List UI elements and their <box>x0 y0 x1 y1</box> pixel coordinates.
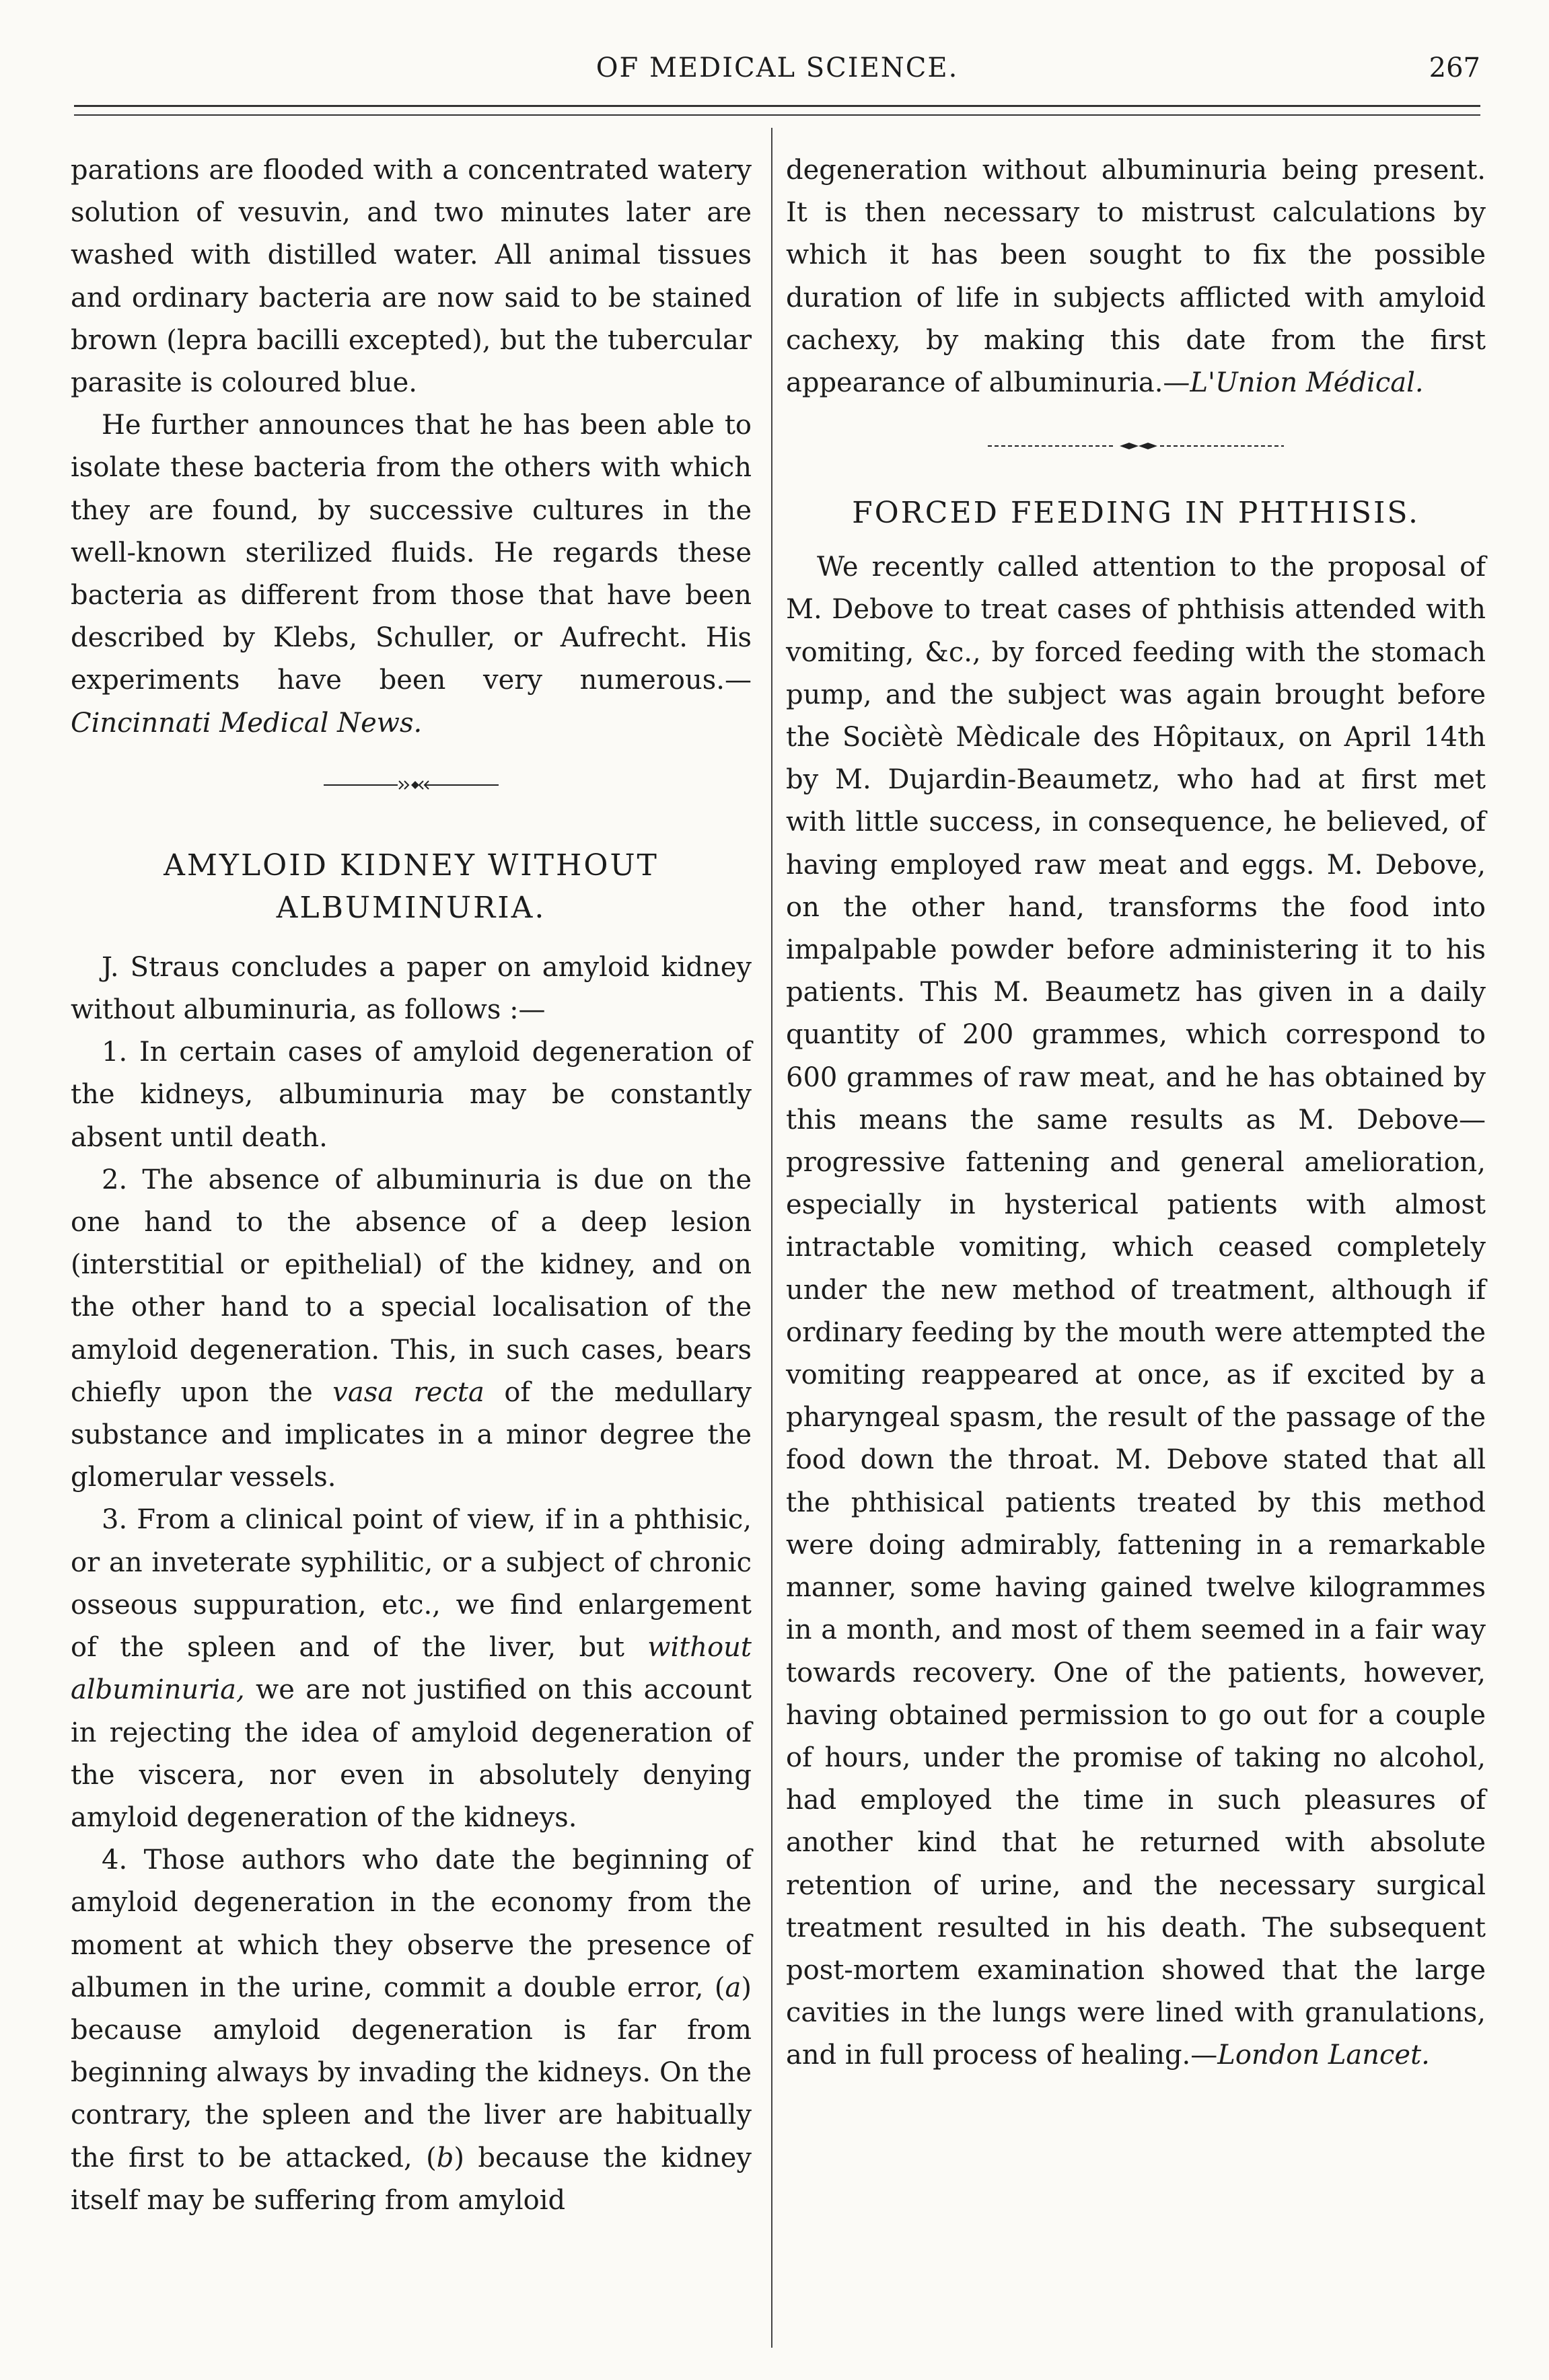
list-item: 4. Those authors who date the beginning of amyloid degeneration in the economy from the moment at which they observe the presence of albumen in the urine, commit a double error, (a) because amyloid degeneration is far from beginning always by invading the kidneys. On the contrary, the spleen and the liver are habitually the first to be attacked, (b) because the kidney itself may be suffering from amyloid <box>71 1845 752 2216</box>
list-item: 3. From a clinical point of view, if in a phthisic, or an inveterate syphilitic, or a subject of chronic osseous suppuration, etc., we find enlargement of the spleen and of the liver, but without albuminuria, we are not justified on this account in rejecting the idea of amyloid degeneration of the viscera, nor even in absolutely denying amyloid degeneration of the kidneys. <box>71 1504 752 1833</box>
list-item: 2. The absence of albuminuria is due on the one hand to the absence of a deep lesion (interstitial or epithelial) of the kidney, and on the other hand to a special localisation of the amyloid degeneration. This, in such cases, bears chiefly upon the vasa recta of the medullary substance and implicates in a minor degree the glomerular vessels. <box>71 1164 752 1493</box>
header-rule-top <box>74 105 1480 107</box>
paragraph-continued: parations are flooded with a concentrated watery solution of vesuvin, and two minutes later are washed with distilled water. All animal tissues and ordinary bacteria are now said to be stained brown (lepra bacilli excepted), but the tubercular parasite is coloured blue. <box>71 155 752 399</box>
page-number: 267 <box>1429 52 1480 83</box>
section-heading: AMYLOID KIDNEY WITHOUT ALBUMINURIA. <box>164 848 659 925</box>
left-column <box>71 149 752 2222</box>
paragraph: We recently called attention to the proposal of M. Debove to treat cases of phthisis attended with vomiting, &c., by forced feeding with the stomach pump, and the subject was again brought before the Sociètè Mèdicale des Hôpitaux, on April 14th by M. Dujardin-Beaumetz, who had at first met with little success, in consequence, he believed, of having employed raw meat and eggs. M. Debove, on the other hand, transforms the food into impalpable powder before administering it to his patients. This M. Beaumetz has given in a daily quantity of 200 grammes, which correspond to 600 grammes of raw meat, and he has obtained by this means the same results as M. Debove—progressive fattening and general amelioration, especially in hysterical patients with almost intractable vomiting, which ceased completely under the new method of treatment, although if ordinary feeding by the mouth were attempted the vomiting reappeared at once, as if excited by a pharyngeal spasm, the result of the passage of the food down the throat. M. Debove stated that all the phthisical patients treated by this method were doing admirably, fattening in a remarkable manner, some having gained twelve kilogrammes in a month, and most of them seemed in a fair way towards recovery. One of the patients, however, having obtained permission to go out for a couple of hours, under the promise of taking no alcohol, had employed the time in such pleasures of another kind that he returned with absolute retention of urine, and the necessary surgical treatment resulted in his death. The subsequent post-mortem examination showed that the large cavities in the lungs were lined with granulations, and in full process of healing.—London Lancet. <box>786 552 1486 2071</box>
section-ornament <box>786 404 1486 490</box>
column-divider <box>771 128 772 2348</box>
running-head <box>74 50 1480 93</box>
source-citation: Cincinnati Medical News. <box>71 707 423 739</box>
source-citation: L'Union Médical. <box>1190 367 1424 399</box>
section-ornament <box>71 745 752 825</box>
ornament-rule-icon <box>324 777 499 793</box>
paragraph <box>71 404 752 745</box>
header-rule-bottom <box>74 114 1480 116</box>
paragraph-continued: degeneration without albuminuria being present. It is then necessary to mistrust calculations by which it has been sought to fix the possible duration of life in subjects afflicted with amyloid cachexy, by making this date from the first appearance of albuminuria.—L'Union Médical. <box>786 155 1486 399</box>
section-heading: FORCED FEEDING IN PHTHISIS. <box>852 496 1420 531</box>
paragraph: J. Straus concludes a paper on amyloid kidney without albuminuria, as follows :— <box>71 951 752 1026</box>
right-column <box>786 149 1486 2077</box>
list-item: 1. In certain cases of amyloid degeneration of the kidneys, albuminuria may be constantly absent until death. <box>71 1037 752 1153</box>
running-head-title: OF MEDICAL SCIENCE. <box>596 52 959 83</box>
ornament-rule-icon <box>988 438 1284 454</box>
source-citation: London Lancet. <box>1217 2040 1430 2071</box>
paragraph-text: He further announces that he has been able to isolate these bacteria from the others with which they are found, by successive cultures in the well-known sterilized fluids. He regards these bacteria as different from those that have been described by Klebs, Schuller, or Aufrecht. His experiments have been very numerous.— <box>71 410 752 696</box>
